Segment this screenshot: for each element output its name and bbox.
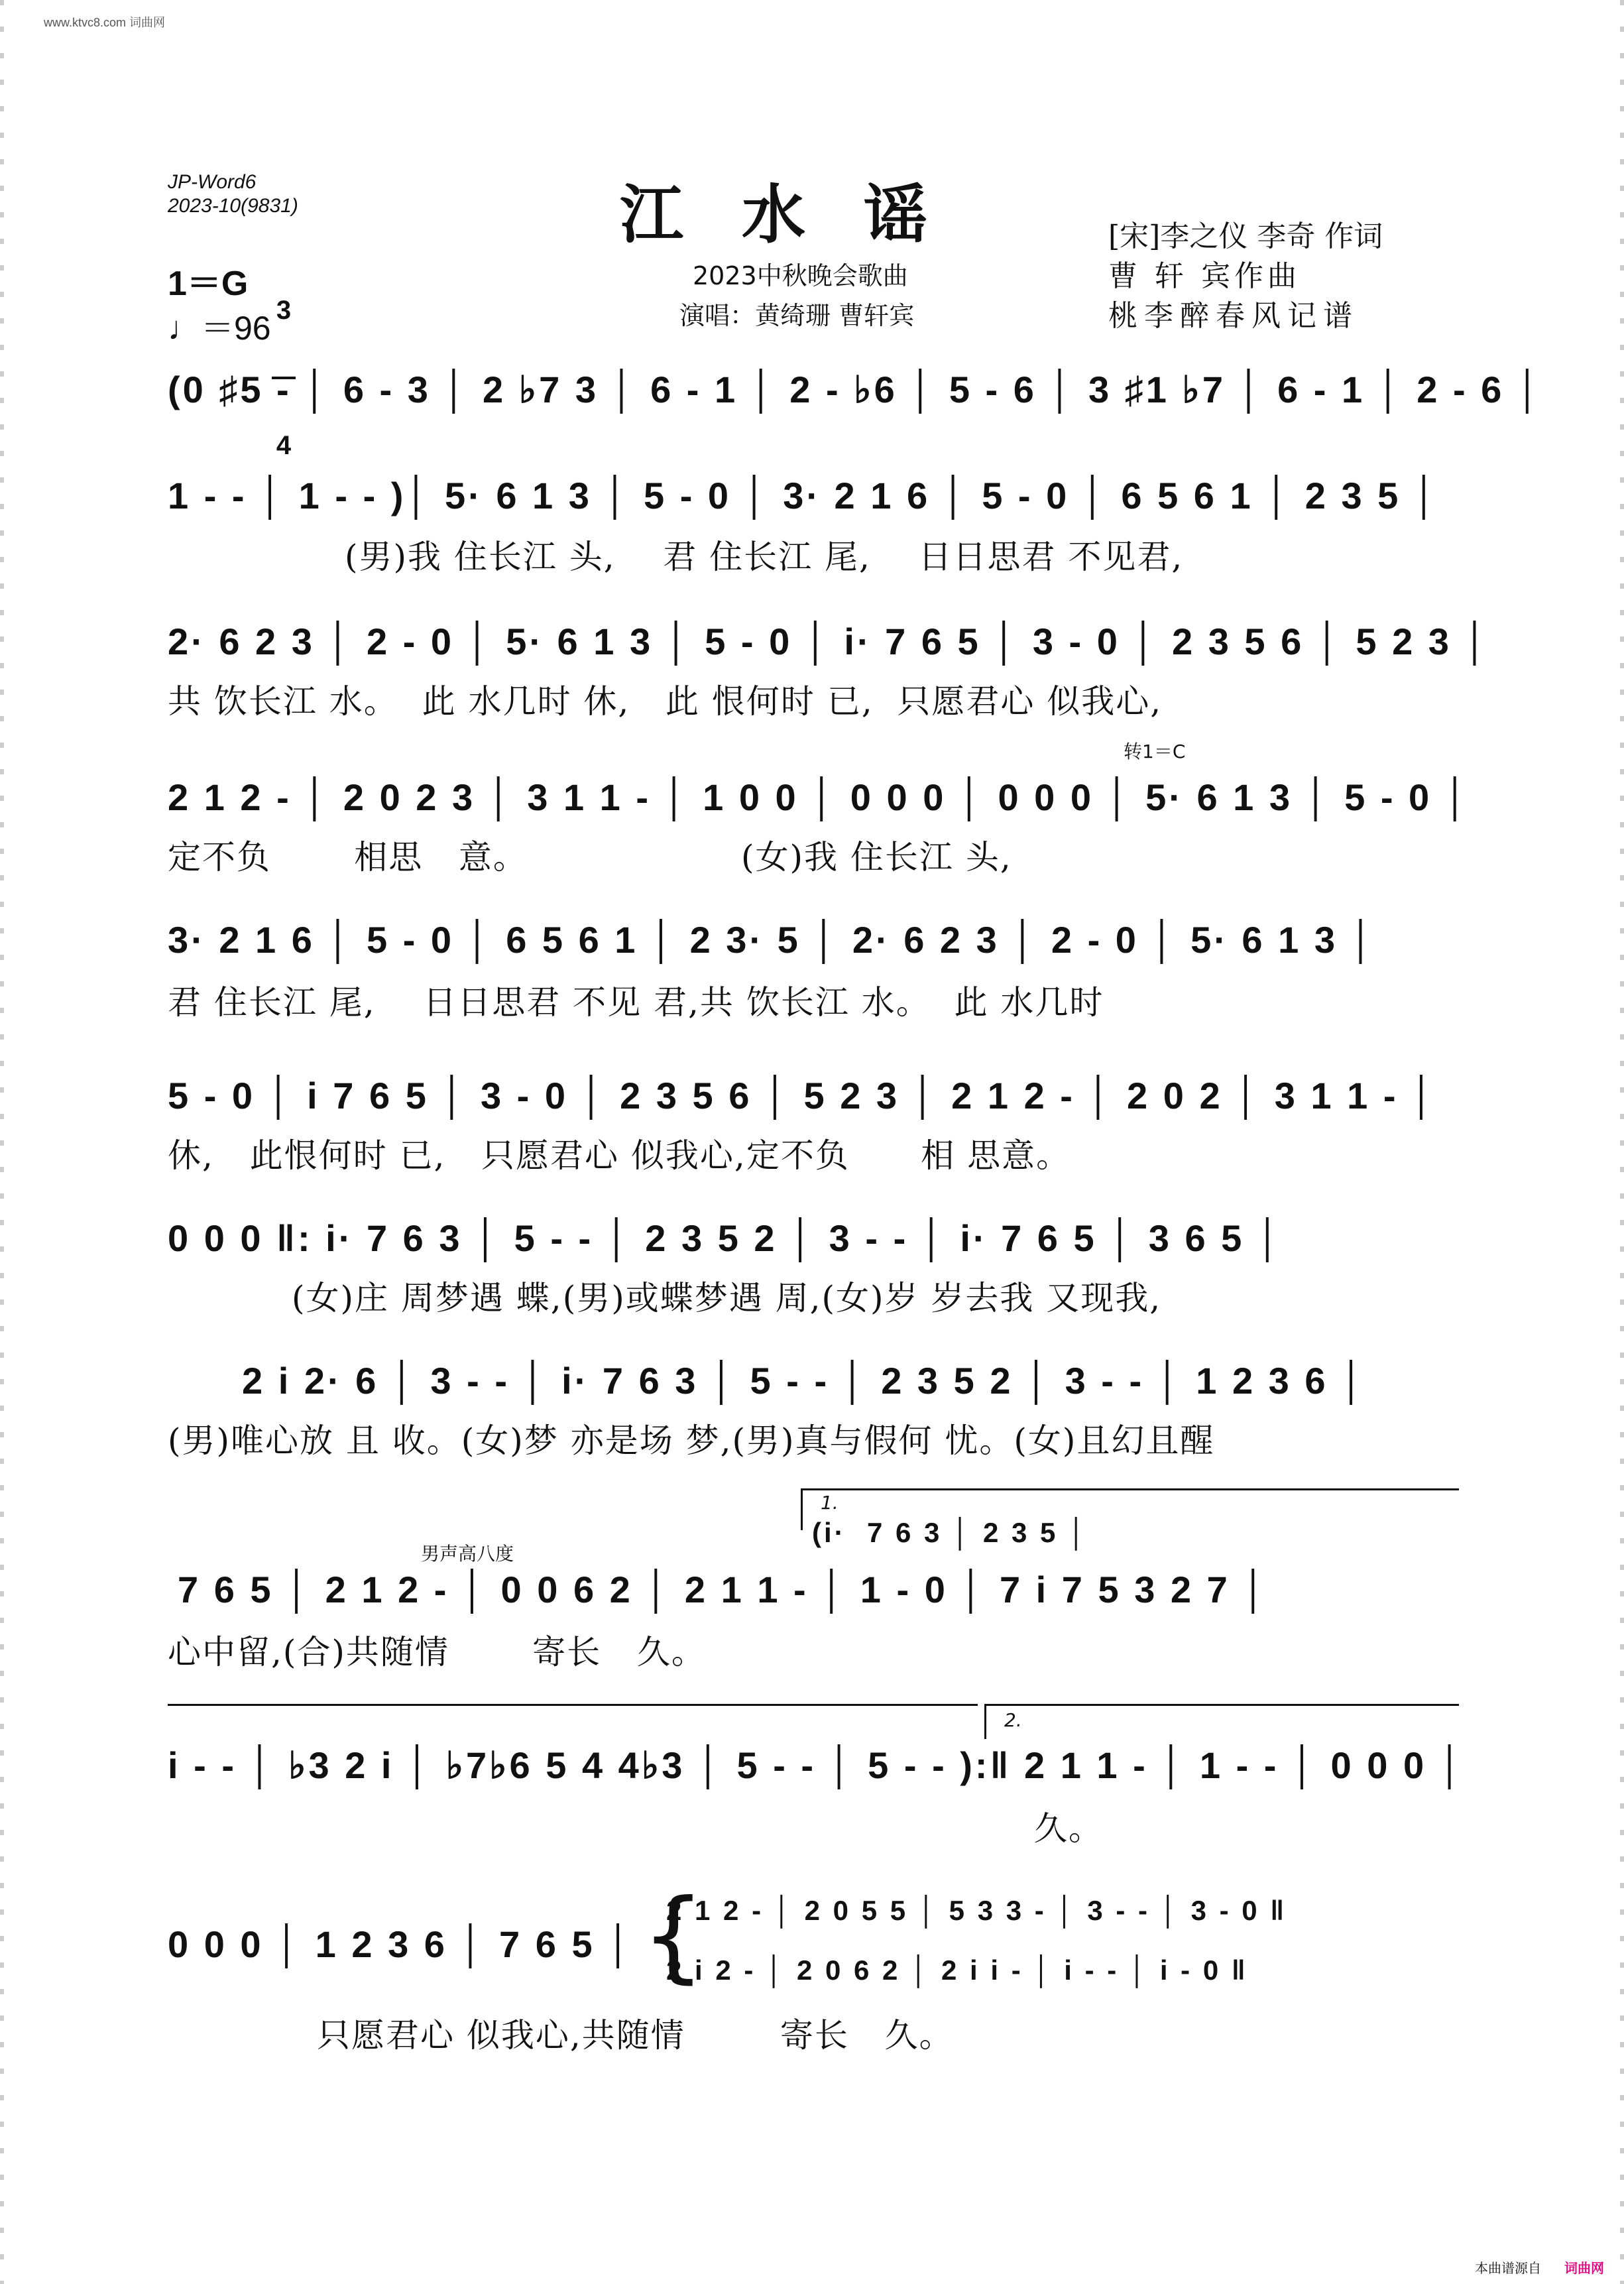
volta-2-label: 2.	[1004, 1709, 1022, 1731]
score-line-3-lyrics: 共 饮长江 水。 此 水几时 休, 此 恨何时 已, 只愿君心 似我心,	[168, 682, 1163, 721]
score-line-4-lyrics: 定不负 相思 意。 (女)我 住长江 头,	[168, 838, 1012, 876]
lower-voice-notes: 2 i 2 - │ 2 0 6 2 │ 2 i i - │ i - - │ i - 0 ‖	[666, 1954, 1248, 1986]
song-title: 江水谣	[620, 177, 986, 252]
left-border-decoration	[0, 0, 4, 2284]
footer-source-label: 本曲谱源自	[1475, 2260, 1541, 2276]
volta-1-alt-notes: (i· 7 6 3 │ 2 3 5 │	[812, 1517, 1089, 1548]
song-subtitle: 2023中秋晚会歌曲	[693, 261, 908, 290]
time-signature	[272, 244, 296, 485]
score-line-7-lyrics: (女)庄 周梦遇 蝶,(男)或蝶梦遇 周,(女)岁 岁去我 又现我,	[292, 1279, 1162, 1317]
software-label: JP-Word6	[168, 171, 257, 193]
voice-brace: {	[642, 1878, 705, 1994]
score-line-8-lyrics: (男)唯心放 且 收。(女)梦 亦是场 梦,(男)真与假何 忧。(女)且幻且醒	[168, 1421, 1215, 1460]
score-line-10-notes: i - - │ ♭3 2 i │ ♭7♭6 5 4 4♭3 │ 5 - - │ 5 - - ):‖ 2 1 1 - │ 1 - - │ 0 0 0 │	[168, 1744, 1466, 1786]
singers: 演唱：黄绮珊 曹轩宾	[679, 301, 915, 330]
score-line-6-lyrics: 休, 此恨何时 已, 只愿君心 似我心,定不负 相 思意。	[168, 1136, 1071, 1175]
score-line-2-notes: 1 - - │ 1 - - )│ 5· 6 1 3 │ 5 - 0 │ 3· 2 1 6 │ 5 - 0 │ 6 5 6 1 │ 2 3 5 │	[168, 475, 1440, 516]
score-line-6-notes: 5 - 0 │ i 7 6 5 │ 3 - 0 │ 2 3 5 6 │ 5 2 3 │ 2 1 2 - │ 2 0 2 │ 3 1 1 - │	[168, 1075, 1438, 1116]
score-line-9-notes: 7 6 5 │ 2 1 2 - │ 0 0 6 2 │ 2 1 1 - │ 1 - 0 │ 7 i 7 5 3 2 7 │	[178, 1569, 1269, 1610]
date-label: 2023-10(9831)	[168, 195, 298, 217]
key-change-marking: 转1＝C	[1124, 741, 1186, 762]
score-line-9-lyrics: 心中留,(合)共随情 寄长 久。	[168, 1633, 706, 1671]
score-line-1-notes: (0 ♯5 - │ 6 - 3 │ 2 ♭7 3 │ 6 - 1 │ 2 - ♭6 │ 5 - 6 │ 3 ♯1 ♭7 │ 6 - 1 │ 2 - 6 │	[168, 369, 1543, 410]
score-line-7-notes: 0 0 0 ‖: i· 7 6 3 │ 5 - - │ 2 3 5 2 │ 3 - - │ i· 7 6 5 │ 3 6 5 │	[168, 1217, 1283, 1259]
footer-site-logo: 词曲网	[1564, 2260, 1604, 2276]
tempo-marking: ♩＝96	[168, 310, 271, 347]
volta-2-bracket	[984, 1704, 1459, 1739]
score-line-8-notes: 2 i 2· 6 │ 3 - - │ i· 7 6 3 │ 5 - - │ 2 3 5 2 │ 3 - - │ 1 2 3 6 │	[242, 1360, 1367, 1402]
score-line-11-notes: 0 0 0 │ 1 2 3 6 │ 7 6 5 │	[168, 1923, 634, 1965]
key-signature: 1＝G	[168, 265, 249, 303]
score-line-2-lyrics: (男)我 住长江 头, 君 住长江 尾, 日日思君 不见君,	[345, 538, 1184, 576]
composer-credit: 曹 轩 宾作曲	[1108, 259, 1301, 293]
score-line-5-notes: 3· 2 1 6 │ 5 - 0 │ 6 5 6 1 │ 2 3· 5 │ 2· 6 2 3 │ 2 - 0 │ 5· 6 1 3 │	[168, 919, 1377, 961]
volta-1-label: 1.	[821, 1492, 839, 1514]
right-border-decoration	[1620, 0, 1624, 2284]
time-signature-top: 3	[276, 296, 292, 325]
transcriber-credit: 桃李醉春风记谱	[1108, 299, 1359, 333]
score-line-11-lyrics: 只愿君心 似我心,共随情 寄长 久。	[317, 2016, 954, 2055]
top-watermark: www.ktvc8.com 词曲网	[44, 16, 166, 29]
score-line-4-notes: 2 1 2 - │ 2 0 2 3 │ 3 1 1 - │ 1 0 0 │ 0 0 0 │ 0 0 0 │ 5· 6 1 3 │ 5 - 0 │	[168, 776, 1471, 818]
time-signature-bottom: 4	[276, 431, 292, 460]
lyricist-credit: [宋]李之仪 李奇 作词	[1108, 219, 1383, 253]
score-line-10-lyrics: 久。	[1034, 1809, 1103, 1848]
octave-annotation: 男声高八度	[421, 1543, 514, 1565]
volta-1-continuation	[168, 1704, 978, 1706]
score-line-3-notes: 2· 6 2 3 │ 2 - 0 │ 5· 6 1 3 │ 5 - 0 │ i· 7 6 5 │ 3 - 0 │ 2 3 5 6 │ 5 2 3 │	[168, 621, 1491, 662]
score-line-5-lyrics: 君 住长江 尾, 日日思君 不见 君,共 饮长江 水。 此 水几时	[168, 983, 1104, 1022]
upper-voice-notes: 2 1 2 - │ 2 0 5 5 │ 5 3 3 - │ 3 - - │ 3 - 0 ‖	[666, 1895, 1287, 1926]
